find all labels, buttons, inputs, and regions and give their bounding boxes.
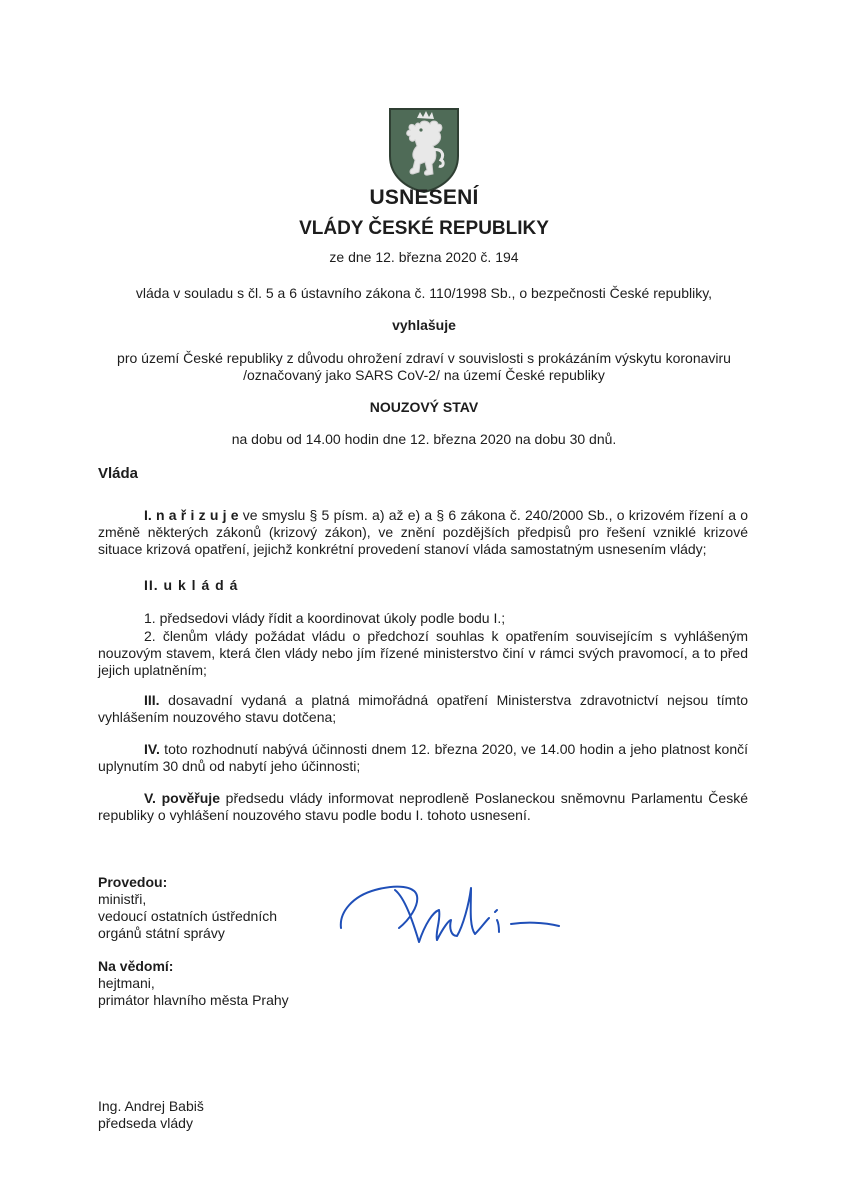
state-emblem (387, 106, 461, 194)
resolution-date: ze dne 12. března 2020 č. 194 (329, 249, 519, 265)
lion-emblem-icon (387, 106, 461, 194)
signatory-block (98, 1098, 204, 1132)
section-2-label: II. u k l á d á (144, 577, 239, 593)
notice-label: Na vědomí: (98, 958, 174, 974)
section-5-text: předsedu vlády informovat neprodleně Poslaneckou sněmovnu Parlamentu České republiky o vyhlášení nouzového stavu podle bodu I. tohoto usnesení. (98, 790, 748, 823)
signature-icon (335, 876, 565, 956)
section-5-label: V. pověřuje (144, 790, 220, 806)
emergency-period: na dobu od 14.00 hodin dne 12. března 2020 na dobu 30 dnů. (231, 431, 617, 447)
declaration-reason (0, 350, 848, 384)
reason-line-1: pro území České republiky z důvodu ohrožení zdraví v souvislosti s prokázáním výskytu koronaviru (117, 350, 731, 366)
reason-line-2: /označovaný jako SARS CoV-2/ na území České republiky (243, 367, 605, 383)
notice-block (98, 958, 289, 1009)
section-5 (98, 790, 748, 824)
signatory-role: předseda vlády (98, 1115, 193, 1131)
section-4 (98, 741, 748, 775)
section-3 (98, 692, 748, 726)
notice-line: primátor hlavního města Prahy (98, 992, 289, 1008)
notice-line: hejtmani, (98, 975, 155, 991)
document-subtitle: VLÁDY ČESKÉ REPUBLIKY (299, 218, 549, 239)
signatory-name: Ing. Andrej Babiš (98, 1098, 204, 1114)
emergency-state-heading: NOUZOVÝ STAV (369, 399, 479, 415)
execution-line: vedoucí ostatních ústředních (98, 908, 277, 924)
execution-line: ministři, (98, 891, 147, 907)
intro-text: vláda v souladu s čl. 5 a 6 ústavního zákona č. 110/1998 Sb., o bezpečnosti České republiky, (135, 285, 713, 301)
execution-line: orgánů státní správy (98, 925, 225, 941)
section-1-text: ve smyslu § 5 písm. a) až e) a § 6 zákona č. 240/2000 Sb., o krizovém řízení a o změně některých zákonů (krizový zákon), ve znění pozdějších předpisů pro řešení vzniklé krizové situace krizová opatření, jejichž konkrétní provedení stanoví vláda samostatným usnesením vlády; (98, 507, 748, 557)
government-heading: Vláda (98, 465, 139, 482)
execution-label: Provedou: (98, 874, 168, 890)
section-1-label: I. n a ř i z u j e (144, 507, 239, 523)
declares-word: vyhlašuje (392, 317, 456, 333)
section-1 (98, 507, 748, 558)
section-2-list-item-2: 2. členům vlády požádat vládu o předchozí souhlas k opatřením souvisejícím s vyhlášeným nouzovým stavem, která člen vlády nebo jím řízené ministerstvo činí v rámci svých pravomocí, a to před jejich uplatněním; (98, 628, 748, 678)
section-3-label: III. (144, 692, 160, 708)
section-4-text: toto rozhodnutí nabývá účinnosti dnem 12. března 2020, ve 14.00 hodin a jeho platnost končí uplynutím 30 dnů od nabytí jeho účinnosti; (98, 741, 748, 774)
execution-block (98, 874, 277, 942)
section-4-label: IV. (144, 741, 160, 757)
section-2-list-item-1: 1. předsedovi vlády řídit a koordinovat úkoly podle bodu I.; (144, 610, 506, 626)
handwritten-signature (335, 876, 565, 956)
document-title: USNESENÍ (369, 186, 479, 209)
section-3-text: dosavadní vydaná a platná mimořádná opatření Ministerstva zdravotnictví nejsou tímto vyhlášením nouzového stavu dotčena; (98, 692, 748, 725)
